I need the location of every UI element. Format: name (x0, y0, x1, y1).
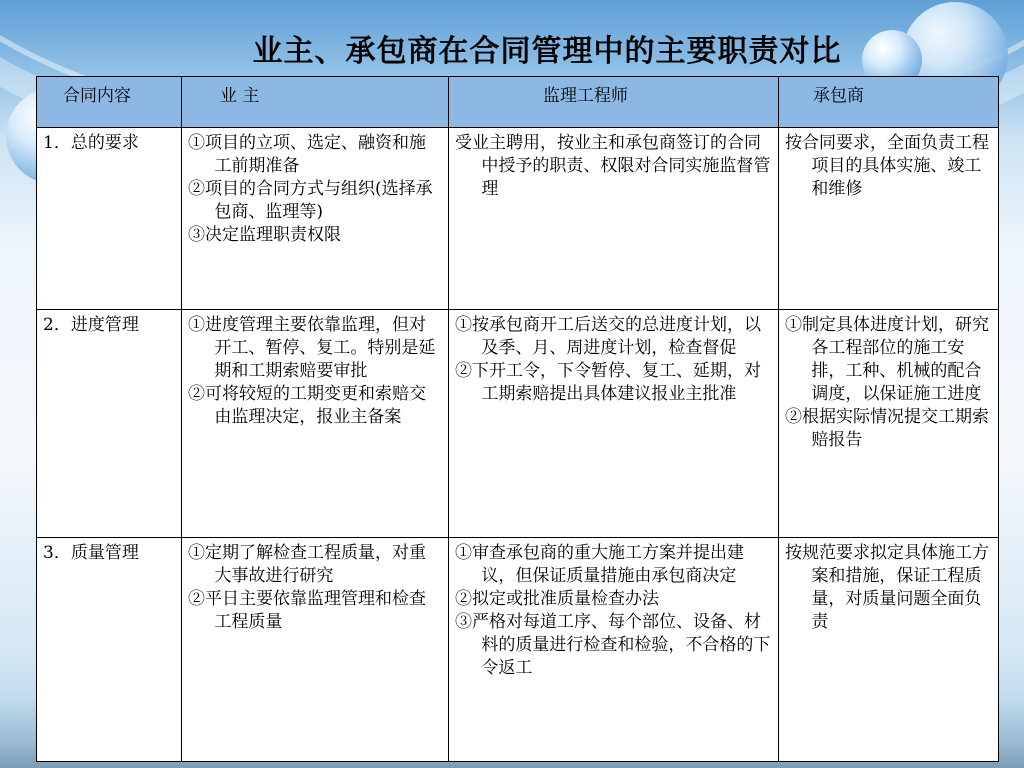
row-category: 1．总的要求 (37, 128, 182, 310)
table-header-row (37, 77, 999, 128)
list-item: ②根据实际情况提交工期索赔报告 (785, 407, 989, 450)
engineer-cell (449, 128, 779, 310)
contractor-cell (779, 310, 999, 538)
comparison-table (36, 76, 999, 762)
contractor-cell (779, 538, 999, 762)
slide-title: 业主、承包商在合同管理中的主要职责对比 (252, 34, 842, 69)
header-engineer: 监理工程师 (449, 77, 779, 128)
list-item: ②可将较短的工期变更和索赔交由监理决定，报业主备案 (188, 384, 426, 427)
header-contract-content: 合同内容 (37, 77, 182, 128)
list-item: ①审查承包商的重大施工方案并提出建议，但保证质量措施由承包商决定 (455, 543, 744, 586)
list-item: 按规范要求拟定具体施工方案和措施，保证工程质量，对质量问题全面负责 (785, 543, 989, 632)
list-item: ②项目的合同方式与组织(选择承包商、监理等) (188, 179, 433, 222)
table-row (37, 538, 999, 762)
list-item: ①项目的立项、选定、融资和施工前期准备 (188, 133, 426, 176)
list-item: ③决定监理职责权限 (188, 225, 341, 245)
list-item: 受业主聘用，按业主和承包商签订的合同中授予的职责、权限对合同实施监督管理 (455, 133, 771, 199)
list-item: 按合同要求，全面负责工程项目的具体实施、竣工和维修 (785, 133, 989, 199)
header-owner: 业 主 (182, 77, 449, 128)
table-row (37, 310, 999, 538)
engineer-cell (449, 310, 779, 538)
list-item: ③严格对每道工序、每个部位、设备、材料的质量进行检查和检验，不合格的下令返工 (455, 612, 771, 678)
list-item: ①定期了解检查工程质量，对重大事故进行研究 (188, 543, 426, 586)
table-row (37, 128, 999, 310)
owner-cell (182, 310, 449, 538)
owner-cell (182, 538, 449, 762)
list-item: ②拟定或批准质量检查办法 (455, 589, 659, 609)
list-item: ①按承包商开工后送交的总进度计划，以及季、月、周进度计划，检查督促 (455, 315, 761, 358)
list-item: ①制定具体进度计划，研究各工程部位的施工安排，工种、机械的配合调度，以保证施工进度 (785, 315, 989, 404)
row-category: 2．进度管理 (37, 310, 182, 538)
header-contractor: 承包商 (779, 77, 999, 128)
row-category: 3．质量管理 (37, 538, 182, 762)
engineer-cell (449, 538, 779, 762)
owner-cell (182, 128, 449, 310)
list-item: ①进度管理主要依靠监理，但对开工、暂停、复工。特别是延期和工期索赔要审批 (188, 315, 436, 381)
list-item: ②平日主要依靠监理管理和检查工程质量 (188, 589, 426, 632)
list-item: ②下开工令，下令暂停、复工、延期，对工期索赔提出具体建议报业主批准 (455, 361, 761, 404)
contractor-cell (779, 128, 999, 310)
